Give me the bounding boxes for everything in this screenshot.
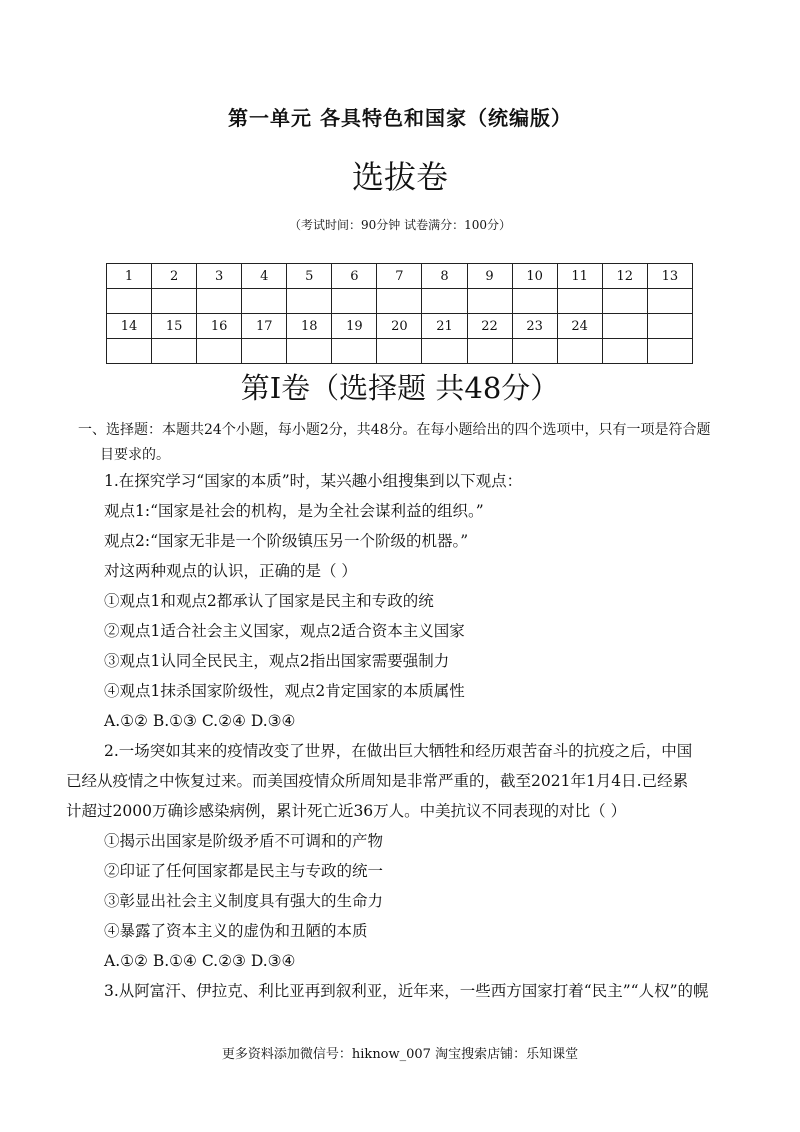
q1-prompt: 对这两种观点的认识，正确的是（ ）	[104, 562, 357, 580]
answer-cell	[197, 339, 242, 364]
grid-cell: 6	[332, 264, 377, 289]
answer-cell	[647, 289, 692, 314]
grid-cell	[602, 314, 647, 339]
q1-option-3: ③观点1认同全民民主，观点2指出国家需要强制力	[104, 652, 450, 670]
answer-grid-blank-row-2	[107, 339, 693, 364]
answer-cell	[512, 289, 557, 314]
grid-cell: 3	[197, 264, 242, 289]
answer-grid	[106, 263, 693, 364]
answer-cell	[287, 289, 332, 314]
q1-view1: 观点1:“国家是社会的机构，是为全社会谋利益的组织。”	[104, 502, 484, 520]
q2-stem-line-2: 已经从疫情之中恢复过来。而美国疫情众所周知是非常严重的，截至2021年1月4日.已经累	[66, 772, 689, 790]
answer-cell	[602, 289, 647, 314]
question-list	[66, 466, 732, 1006]
grid-cell	[647, 314, 692, 339]
grid-cell: 15	[152, 314, 197, 339]
answer-cell	[287, 339, 332, 364]
answer-cell	[557, 339, 602, 364]
q1-option-2: ②观点1适合社会主义国家，观点2适合资本主义国家	[104, 622, 465, 640]
grid-cell: 18	[287, 314, 332, 339]
section-title: 第I卷（选择题 共48分）	[240, 371, 560, 405]
answer-cell	[332, 289, 377, 314]
grid-cell: 19	[332, 314, 377, 339]
grid-cell: 21	[422, 314, 467, 339]
grid-cell: 4	[242, 264, 287, 289]
instructions-line-1: 一、选择题：本题共24个小题，每小题2分，共48分。在每小题给出的四个选项中，只有一项是符合题	[78, 422, 711, 438]
answer-cell	[467, 339, 512, 364]
document-title: 第一单元 各具特色和国家（统编版）	[228, 106, 572, 130]
grid-cell: 5	[287, 264, 332, 289]
answer-cell	[422, 289, 467, 314]
section-instructions	[78, 418, 728, 468]
grid-cell: 16	[197, 314, 242, 339]
answer-cell	[467, 289, 512, 314]
answer-cell	[107, 339, 152, 364]
q1-option-1: ①观点1和观点2都承认了国家是民主和专政的统	[104, 592, 434, 610]
answer-grid-blank-row-1	[107, 289, 693, 314]
q2-stem-line-1: 2.一场突如其来的疫情改变了世界，在做出巨大牺牲和经历艰苦奋斗的抗疫之后，中国	[104, 742, 693, 760]
grid-cell: 13	[647, 264, 692, 289]
document-subtitle: 选拔卷	[351, 158, 448, 196]
grid-cell: 14	[107, 314, 152, 339]
grid-cell: 22	[467, 314, 512, 339]
grid-cell: 1	[107, 264, 152, 289]
q3-stem-line-1: 3.从阿富汗、伊拉克、利比亚再到叙利亚，近年来，一些西方国家打着“民主”“人权”的幌	[104, 982, 709, 1000]
answer-cell	[377, 339, 422, 364]
grid-cell: 7	[377, 264, 422, 289]
q1-option-4: ④观点1抹杀国家阶级性，观点2肯定国家的本质属性	[104, 682, 465, 700]
answer-cell	[377, 289, 422, 314]
q1-choices: A.①② B.①③ C.②④ D.③④	[104, 712, 296, 730]
answer-cell	[422, 339, 467, 364]
answer-cell	[512, 339, 557, 364]
grid-cell: 12	[602, 264, 647, 289]
grid-cell: 11	[557, 264, 602, 289]
page-footer: 更多资料添加微信号：hiknow_007 淘宝搜索店铺：乐知课堂	[221, 1047, 579, 1062]
grid-cell: 23	[512, 314, 557, 339]
instructions-line-2: 目要求的。	[100, 447, 170, 463]
answer-cell	[602, 339, 647, 364]
answer-cell	[152, 289, 197, 314]
answer-grid-number-row-1	[107, 264, 693, 289]
q2-stem-line-3: 计超过2000万确诊感染病例，累计死亡近36万人。中美抗议不同表现的对比（ ）	[66, 802, 627, 820]
q1-stem: 1.在探究学习“国家的本质”时，某兴趣小组搜集到以下观点：	[104, 472, 523, 490]
q2-option-2: ②印证了任何国家都是民主与专政的统一	[104, 862, 384, 880]
answer-cell	[152, 339, 197, 364]
answer-cell	[332, 339, 377, 364]
answer-grid-number-row-2	[107, 314, 693, 339]
q2-option-4: ④暴露了资本主义的虚伪和丑陋的本质	[104, 922, 368, 940]
q2-option-1: ①揭示出国家是阶级矛盾不可调和的产物	[104, 832, 384, 850]
answer-cell	[107, 289, 152, 314]
grid-cell: 20	[377, 314, 422, 339]
q2-option-3: ③彰显出社会主义制度具有强大的生命力	[104, 892, 384, 910]
q1-view2: 观点2:“国家无非是一个阶级镇压另一个阶级的机器。”	[104, 532, 469, 550]
q2-choices: A.①② B.①④ C.②③ D.③④	[104, 952, 296, 970]
grid-cell: 8	[422, 264, 467, 289]
grid-cell: 9	[467, 264, 512, 289]
answer-cell	[242, 339, 287, 364]
exam-info: （考试时间：90分钟 试卷满分：100分）	[289, 218, 511, 232]
grid-cell: 17	[242, 314, 287, 339]
answer-cell	[647, 339, 692, 364]
answer-cell	[557, 289, 602, 314]
answer-cell	[197, 289, 242, 314]
grid-cell: 24	[557, 314, 602, 339]
answer-cell	[242, 289, 287, 314]
grid-cell: 10	[512, 264, 557, 289]
grid-cell: 2	[152, 264, 197, 289]
